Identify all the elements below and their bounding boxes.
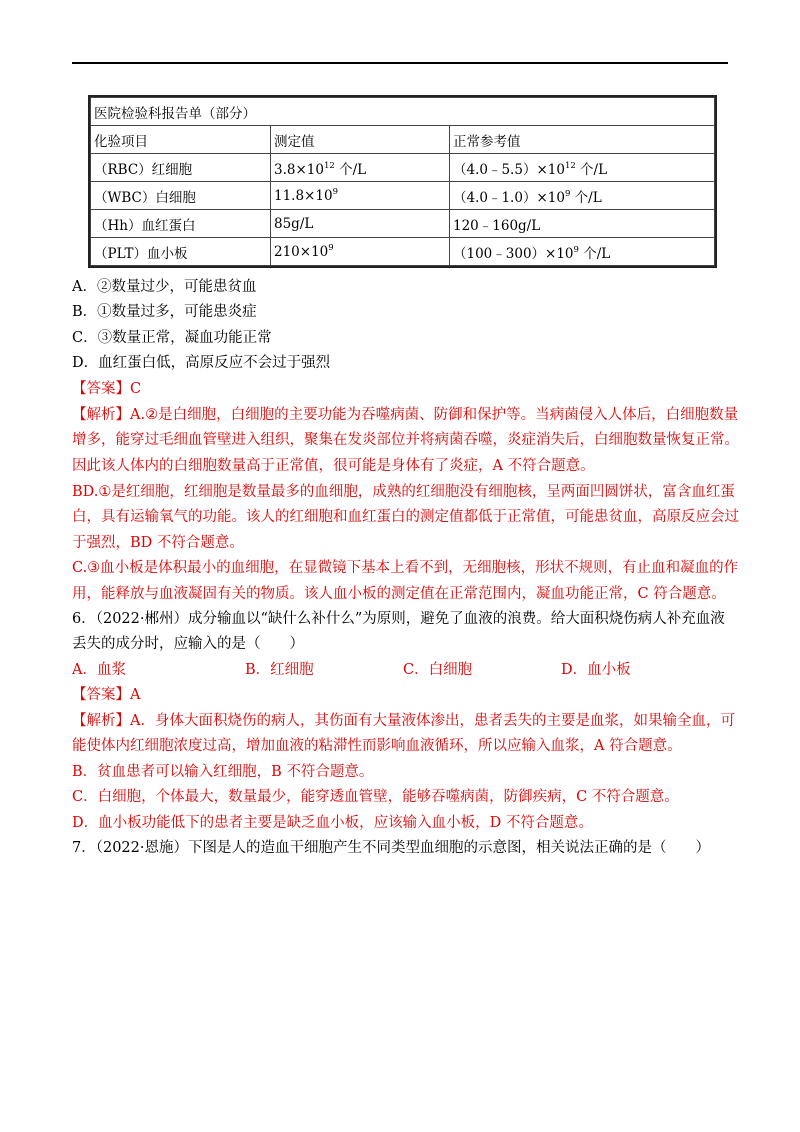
row-value: $3.8\times 10^{12}$ 个/L <box>271 154 450 182</box>
q5-analysis-line: 于强烈，BD 不符合题意。 <box>72 535 244 551</box>
q5-analysis-line: 【解析】A.②是白细胞，白细胞的主要功能为吞噬病菌、防御和保护等。当病菌侵入人体后，白细胞数量 <box>72 407 739 423</box>
q5-option-d: D．血红蛋白低，高原反应不会过于强烈 <box>72 355 331 371</box>
table-row <box>91 210 715 238</box>
q6-answer: 【答案】A <box>72 687 141 703</box>
q6-stem: 丢失的成分时，应输入的是（ ） <box>72 636 304 652</box>
q6-analysis-line: 【解析】A．身体大面积烧伤的病人，其伤面有大量液体渗出，患者丢失的主要是血浆，如果输全血，可 <box>72 713 735 729</box>
q6-option-a: A．血浆 <box>72 662 126 678</box>
q6-analysis-line: D．血小板功能低下的患者主要是缺乏血小板，应该输入血小板，D 不符合题意。 <box>72 815 593 831</box>
q5-analysis-line: 白，具有运输氧气的功能。该人的红细胞和血红蛋白的测定值都低于正常值，可能患贫血，高原反应会过 <box>72 509 739 525</box>
table-row <box>91 154 715 182</box>
row-reference: 120﹣160g/L <box>450 210 715 238</box>
lab-report-table <box>88 95 717 268</box>
q6-stem: 6．（2022·郴州）成分输血以“缺什么补什么”为原则，避免了血液的浪费。给大面积烧伤病人补充血液 <box>72 611 725 627</box>
q5-option-c: C．③数量正常，凝血功能正常 <box>72 330 272 346</box>
row-item: （WBC）白细胞 <box>91 182 271 210</box>
q6-analysis-line: 能使体内红细胞浓度过高，增加血液的粘滞性而影响血液循环，所以应输入血浆，A 符合题意。 <box>72 738 682 754</box>
row-item: （PLT）血小板 <box>91 238 271 266</box>
q5-answer: 【答案】C <box>72 381 142 397</box>
q5-analysis-line: 因此该人体内的白细胞数量高于正常值，很可能是身体有了炎症，A 不符合题意。 <box>72 458 595 474</box>
header-item: 化验项目 <box>91 126 271 154</box>
q6-option-c: C．白细胞 <box>403 662 473 678</box>
q5-analysis-line: 用，能释放与血液凝固有关的物质。该人血小板的测定值在正常范围内，凝血功能正常，C 符合题意。 <box>72 586 726 602</box>
row-value: $210\times 10^9$ <box>271 238 450 266</box>
row-item: （Hh）血红蛋白 <box>91 210 271 238</box>
table-title-row <box>91 98 715 126</box>
table-row <box>91 182 715 210</box>
header-reference: 正常参考值 <box>450 126 715 154</box>
header-rule <box>72 62 728 64</box>
row-item: （RBC）红细胞 <box>91 154 271 182</box>
row-value: $11.8\times 10^9$ <box>271 182 450 210</box>
header-value: 测定值 <box>271 126 450 154</box>
table-header-row <box>91 126 715 154</box>
row-reference: $(4.0﹣1.0)\times 10^9$ 个/L <box>450 182 715 210</box>
q6-option-d: D．血小板 <box>561 662 631 678</box>
q6-analysis-line: C．白细胞，个体最大，数量最少，能穿透血管壁，能够吞噬病菌，防御疾病，C 不符合题意。 <box>72 789 679 805</box>
q6-analysis-line: B．贫血患者可以输入红细胞，B 不符合题意。 <box>72 764 374 780</box>
q5-analysis-line: BD.①是红细胞，红细胞是数量最多的血细胞，成熟的红细胞没有细胞核，呈两面凹圆饼状，富含血红蛋 <box>72 484 735 500</box>
q6-option-b: B．红细胞 <box>245 662 314 678</box>
row-reference: $(4.0﹣5.5)\times 10^{12}$ 个/L <box>450 154 715 182</box>
table-row <box>91 238 715 266</box>
q5-option-a: A．②数量过少，可能患贫血 <box>72 279 257 295</box>
row-reference: $(100﹣300)\times 10^9$ 个/L <box>450 238 715 266</box>
table-title: 医院检验科报告单（部分） <box>91 98 715 126</box>
q5-option-b: B．①数量过多，可能患炎症 <box>72 304 257 320</box>
q7-stem: 7．（2022·恩施）下图是人的造血干细胞产生不同类型血细胞的示意图，相关说法正确的是（ ） <box>72 840 710 856</box>
q5-analysis-line: 增多，能穿过毛细血管壁进入组织，聚集在发炎部位并将病菌吞噬，炎症消失后，白细胞数量恢复正常。 <box>72 432 739 448</box>
row-value: 85g/L <box>271 210 450 238</box>
q5-analysis-line: C.③血小板是体积最小的血细胞，在显微镜下基本上看不到，无细胞核，形状不规则，有止血和凝血的作 <box>72 560 739 576</box>
